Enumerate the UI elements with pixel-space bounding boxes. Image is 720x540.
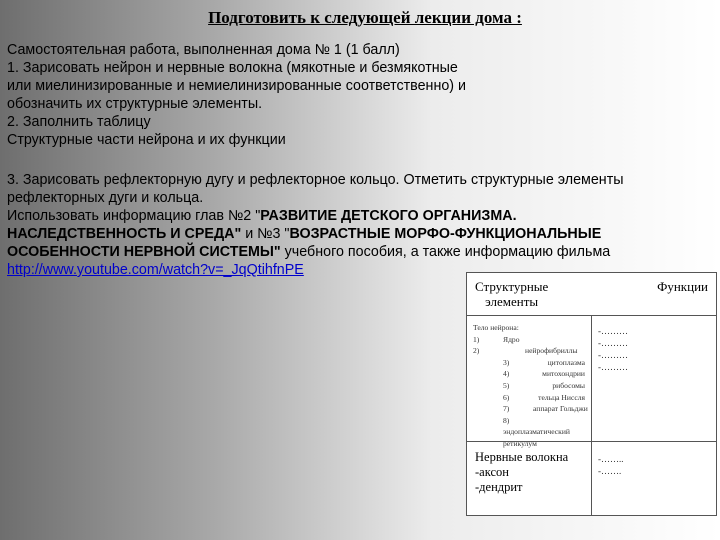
task-2-line-1: 2. Заполнить таблицу <box>7 114 151 130</box>
neuron-part-item <box>473 345 588 357</box>
fiber-axon: -аксон <box>475 465 509 479</box>
neuron-part-label: цитоплазма <box>547 357 585 367</box>
sources-line-1 <box>7 207 712 225</box>
neuron-part-label: тельца Ниссля <box>538 392 585 402</box>
neuron-table <box>466 272 717 516</box>
neuron-body-cell <box>473 322 588 450</box>
page-title: Подготовить к следующей лекции дома : <box>208 8 522 27</box>
neuron-part-item <box>473 334 588 346</box>
table-column-divider <box>591 315 592 515</box>
function-blank: -……… <box>598 362 628 372</box>
header-left-line-1: Структурные <box>475 279 549 294</box>
function-blank: -…….. <box>598 454 624 464</box>
header-functions: Функции <box>657 279 708 294</box>
function-blank: -……. <box>598 466 622 476</box>
function-blank: -……… <box>598 338 628 348</box>
function-blank: -……… <box>598 326 628 336</box>
neuron-part-number: 8) <box>503 415 510 425</box>
header-structural-elements <box>475 279 548 309</box>
task-1-line-1: 1. Зарисовать нейрон и нервные волокна (мякотные и безмякотные <box>7 60 458 76</box>
nerve-fibers-cell <box>475 450 568 495</box>
neuron-functions-cell <box>598 325 628 373</box>
task-1-line-3: обозначить их структурные элементы. <box>7 96 263 112</box>
neuron-part-label: аппарат Гольджи <box>533 404 588 414</box>
neuron-part-number: 4) <box>503 369 510 379</box>
function-blank: -……… <box>598 350 628 360</box>
chapter-2-title-part-2: НАСЛЕДСТВЕННОСТЬ И СРЕДА" <box>7 226 242 242</box>
neuron-part-item <box>473 380 588 392</box>
neuron-part-number: 6) <box>503 392 510 402</box>
neuron-part-item <box>473 403 588 415</box>
neuron-part-label: рибосомы <box>552 380 585 390</box>
neuron-part-label: митохондрии <box>542 369 585 379</box>
neuron-part-number: 3) <box>503 357 510 367</box>
header-left-line-2: элементы <box>485 294 539 309</box>
assignment-text <box>7 41 712 279</box>
neuron-parts-list <box>473 334 588 427</box>
neuron-part-item <box>473 392 588 404</box>
task-2-line-2: Структурные части нейрона и их функции <box>7 132 286 148</box>
sources-text: Использовать информацию глав №2 " <box>7 208 261 224</box>
sources-line-3 <box>7 243 712 261</box>
assignment-heading: Самостоятельная работа, выполненная дома № 1 (1 балл) <box>7 42 400 58</box>
chapter-2-title-part-1: РАЗВИТИЕ ДЕТСКОГО ОРГАНИЗМА. <box>260 208 517 224</box>
fiber-dendrite: -дендрит <box>475 480 523 494</box>
neuron-part-item <box>473 357 588 369</box>
chapter-3-ref: и №3 " <box>241 226 290 242</box>
sources-line-2 <box>7 225 712 243</box>
neuron-body-title: Тело нейрона: <box>473 323 519 332</box>
neuron-part-number: 2) <box>473 346 480 356</box>
neuron-part-number: 1) <box>473 334 480 344</box>
task-3-line-2: рефлекторных дуги и кольца. <box>7 190 204 206</box>
chapter-3-title-part-1: ВОЗРАСТНЫЕ МОРФО-ФУНКЦИОНАЛЬНЫЕ <box>289 226 602 242</box>
nerve-fibers-title: Нервные волокна <box>475 450 569 464</box>
task-1-line-2: или миелинизированные и немиелинизированные соответственно) и <box>7 78 467 94</box>
sources-tail: учебного пособия, а также информацию фильма <box>280 244 611 260</box>
neuron-part-item <box>473 415 588 427</box>
fiber-functions-cell <box>598 453 624 477</box>
neuron-part-label: нейрофибриллы <box>525 346 578 356</box>
er-label-2: ретикулум <box>503 438 537 448</box>
task-3-line-1: 3. Зарисовать рефлекторную дугу и рефлекторное кольцо. Отметить структурные элементы <box>7 172 624 188</box>
neuron-part-label: Ядро <box>503 334 520 344</box>
neuron-part-item <box>473 368 588 380</box>
er-label-1: эндоплазматический <box>503 427 570 437</box>
film-link[interactable]: http://www.youtube.com/watch?v=_JqQtihfnPE <box>7 262 304 278</box>
chapter-3-title-part-2: ОСОБЕННОСТИ НЕРВНОЙ СИСТЕМЫ" <box>7 244 281 260</box>
neuron-part-number: 5) <box>503 380 510 390</box>
neuron-part-number: 7) <box>503 404 510 414</box>
